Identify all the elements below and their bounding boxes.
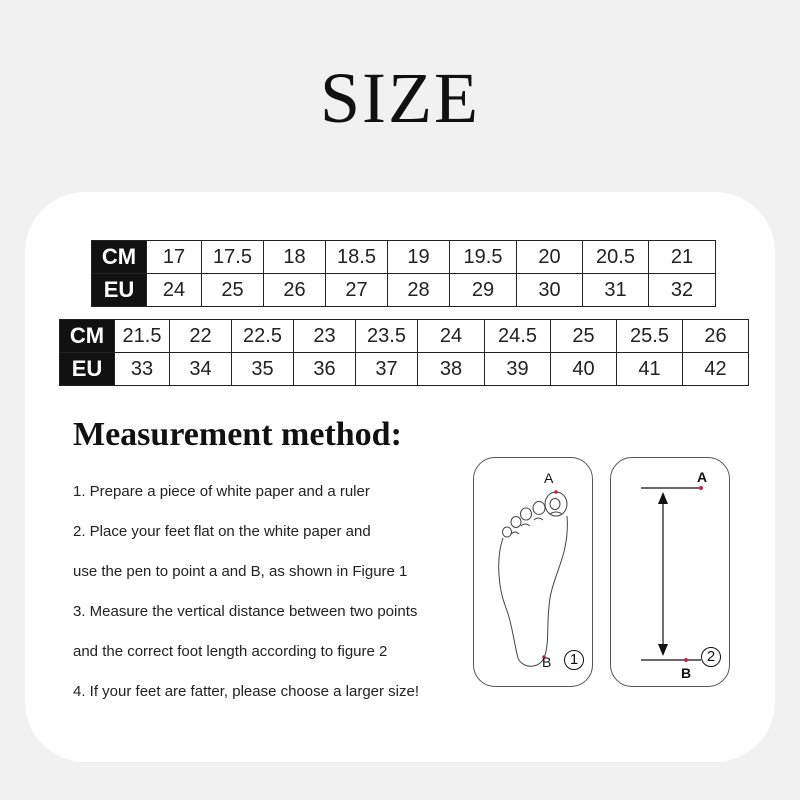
step-text: 1. Prepare a piece of white paper and a ruler (73, 483, 370, 500)
cm-cell: 23.5 (356, 320, 418, 353)
eu-cell: 30 (517, 274, 583, 307)
eu-cell: 28 (388, 274, 450, 307)
cm-cell: 21 (649, 241, 716, 274)
eu-cell: 29 (450, 274, 517, 307)
step-text: 4. If your feet are fatter, please choose a larger size! (73, 683, 420, 700)
measurement-steps (73, 482, 483, 722)
cm-cell: 23 (294, 320, 356, 353)
figure-number-badge: 2 (701, 647, 721, 667)
measurement-title: Measurement method: (73, 416, 402, 453)
cm-cell: 22.5 (232, 320, 294, 353)
cm-cell: 20 (517, 241, 583, 274)
point-a-label: A (697, 469, 708, 485)
eu-cell: 32 (649, 274, 716, 307)
cm-cell: 17 (147, 241, 202, 274)
cm-cell: 21.5 (115, 320, 170, 353)
eu-cell: 34 (170, 353, 232, 386)
eu-cell: 41 (617, 353, 683, 386)
eu-header: EU (60, 353, 115, 386)
eu-cell: 35 (232, 353, 294, 386)
eu-cell: 42 (683, 353, 749, 386)
eu-cell: 31 (583, 274, 649, 307)
eu-cell: 37 (356, 353, 418, 386)
eu-cell: 38 (418, 353, 485, 386)
cm-cell: 22 (170, 320, 232, 353)
cm-cell: 19.5 (450, 241, 517, 274)
cm-cell: 18 (264, 241, 326, 274)
cm-cell: 25.5 (617, 320, 683, 353)
cm-cell: 18.5 (326, 241, 388, 274)
eu-cell: 40 (551, 353, 617, 386)
cm-header: CM (60, 320, 115, 353)
cm-row (60, 320, 749, 353)
step-text: 2. Place your feet flat on the white paper and (73, 523, 371, 540)
eu-cell: 33 (115, 353, 170, 386)
step-text: use the pen to point a and B, as shown in Figure 1 (73, 563, 408, 580)
cm-cell: 26 (683, 320, 749, 353)
eu-row (60, 353, 749, 386)
size-table-2 (59, 319, 749, 386)
point-b-label: B (681, 665, 692, 681)
point-a-label: A (544, 470, 554, 486)
eu-header: EU (92, 274, 147, 307)
figure-1-foot (473, 457, 593, 687)
page-title: SIZE (320, 58, 480, 138)
cm-cell: 25 (551, 320, 617, 353)
cm-cell: 17.5 (202, 241, 264, 274)
cm-cell: 19 (388, 241, 450, 274)
eu-cell: 25 (202, 274, 264, 307)
figure-number-badge: 1 (564, 650, 584, 670)
step-text: and the correct foot length according to figure 2 (73, 643, 388, 660)
eu-cell: 26 (264, 274, 326, 307)
cm-cell: 24 (418, 320, 485, 353)
size-card (25, 192, 775, 762)
eu-row (92, 274, 716, 307)
figure-2-ruler (610, 457, 730, 687)
cm-cell: 20.5 (583, 241, 649, 274)
eu-cell: 27 (326, 274, 388, 307)
size-table-1 (91, 240, 716, 307)
cm-cell: 24.5 (485, 320, 551, 353)
cm-header: CM (92, 241, 147, 274)
step-text: 3. Measure the vertical distance between two points (73, 603, 418, 620)
eu-cell: 36 (294, 353, 356, 386)
eu-cell: 39 (485, 353, 551, 386)
point-b-label: B (542, 654, 552, 670)
cm-row (92, 241, 716, 274)
eu-cell: 24 (147, 274, 202, 307)
